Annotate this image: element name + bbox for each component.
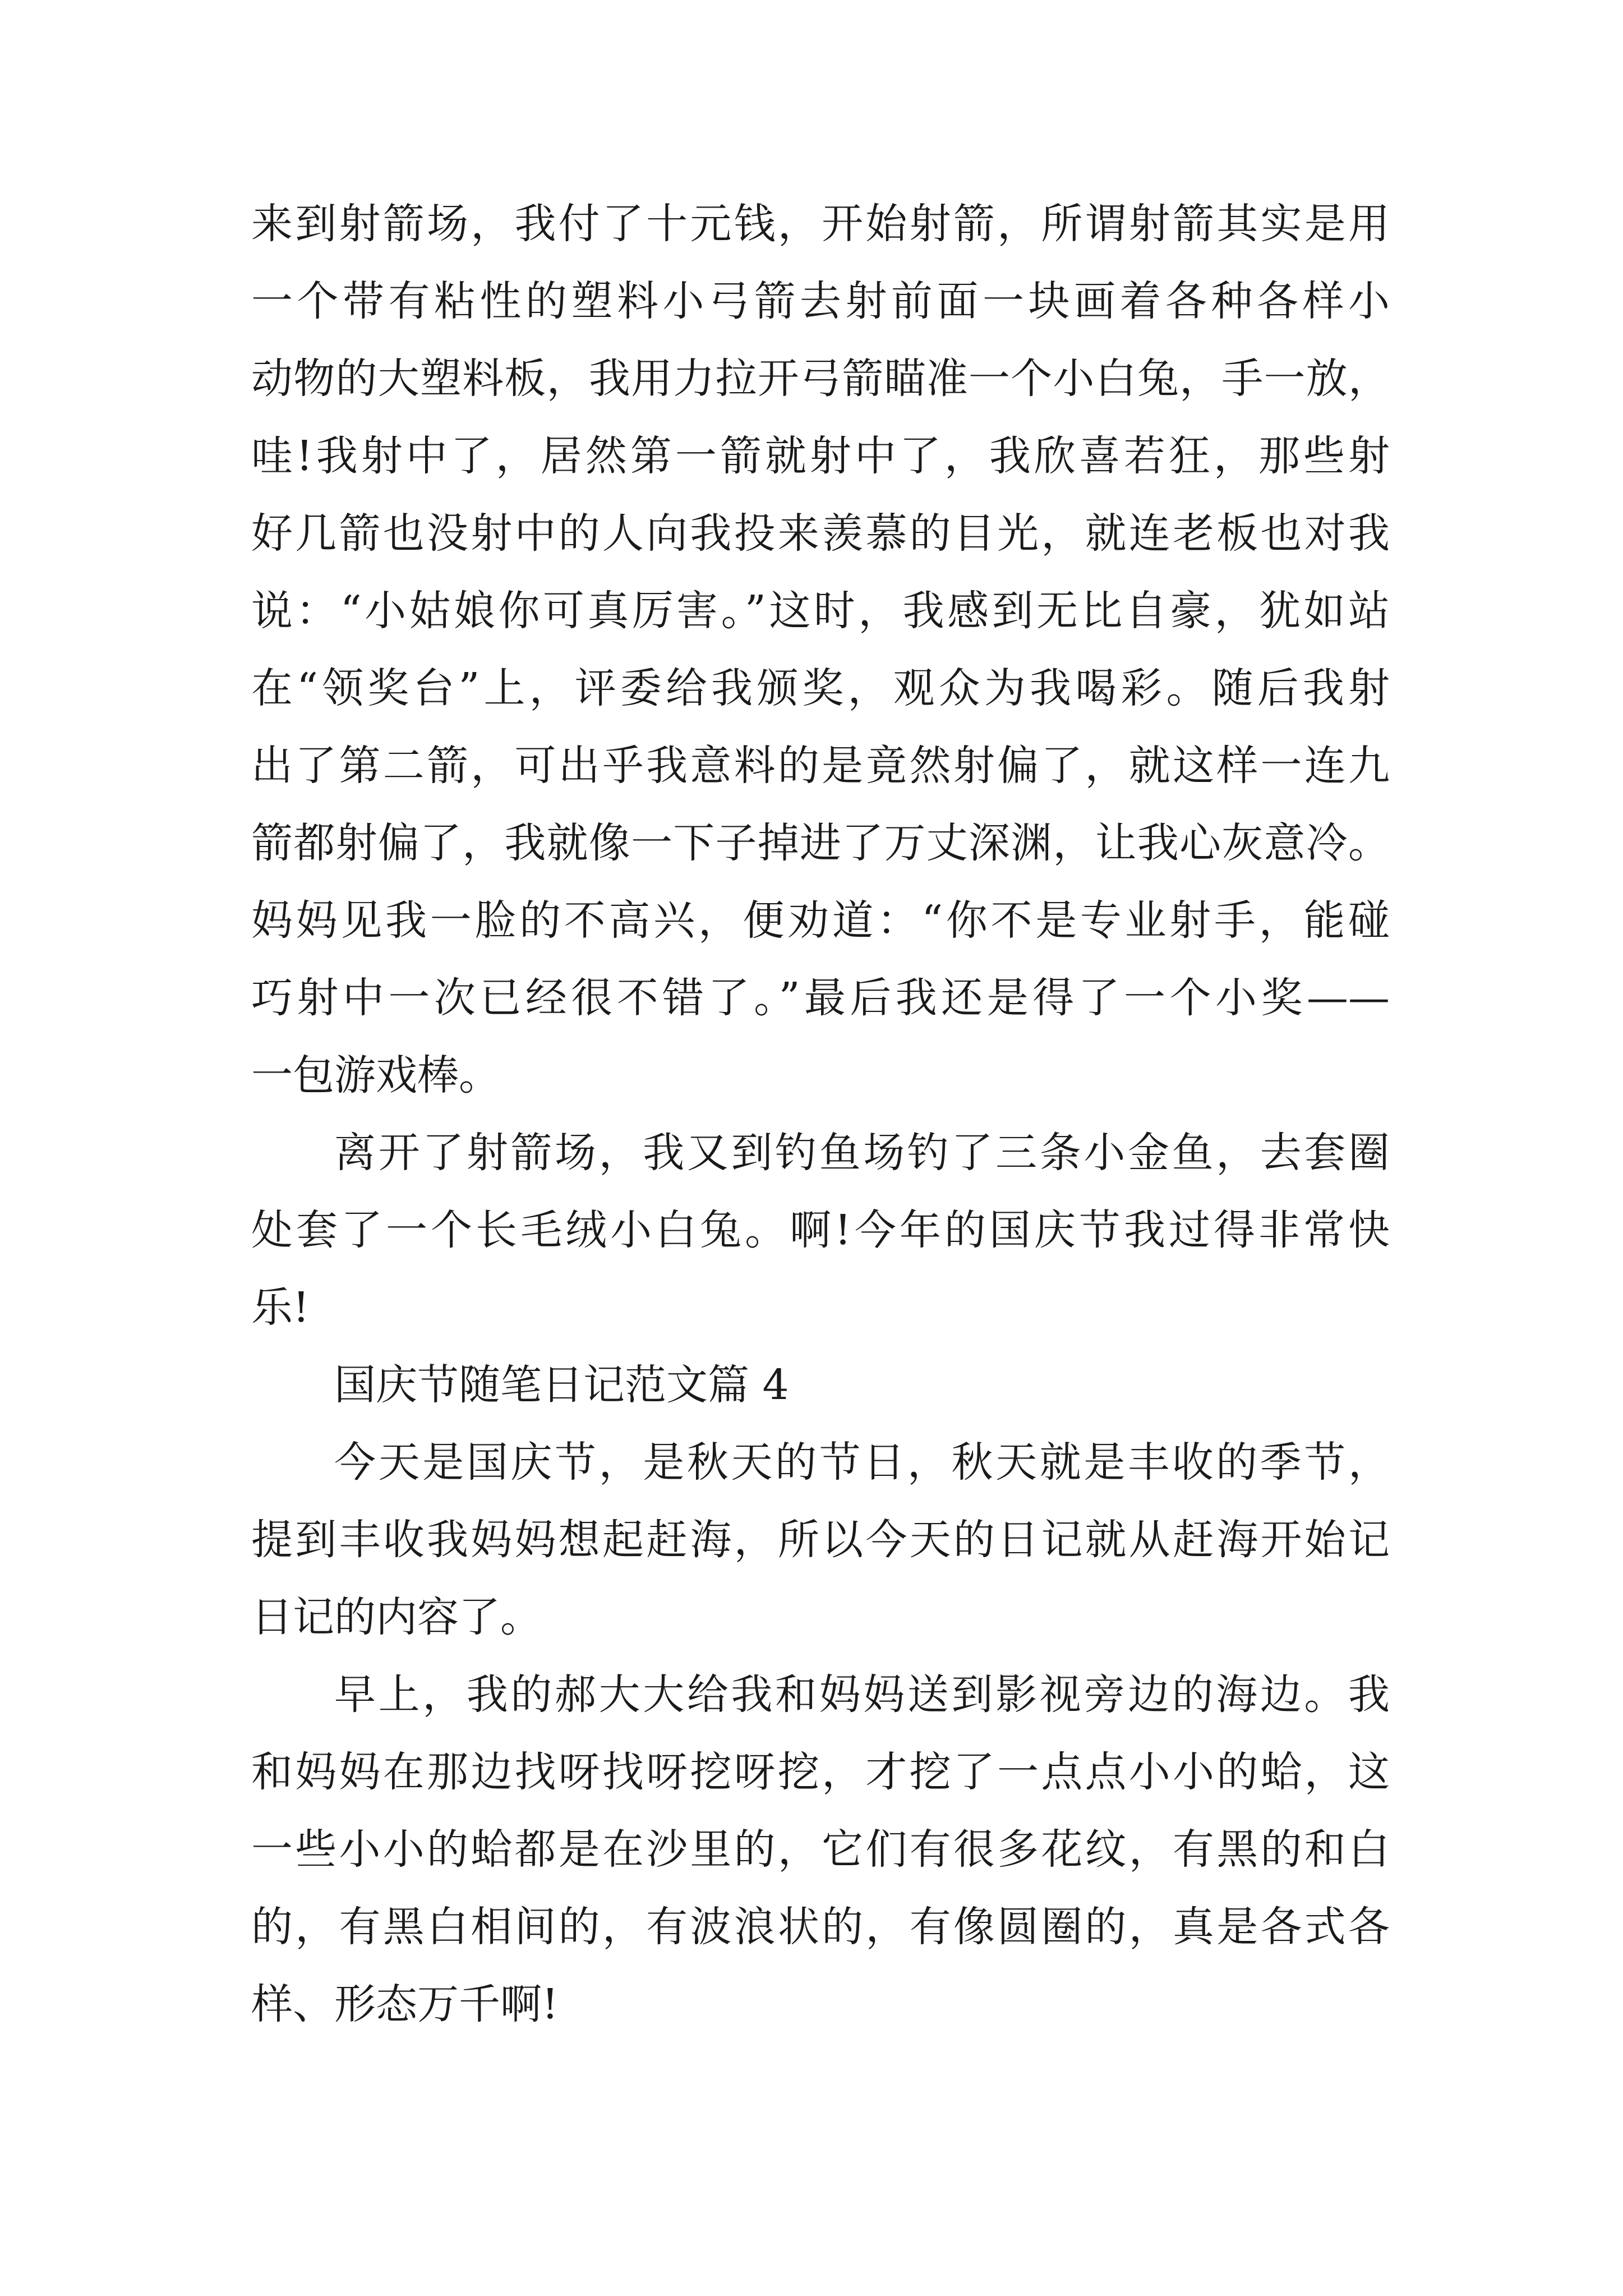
text-line: 的，有黑白相间的，有波浪状的，有像圆圈的，真是各式各 [251, 1903, 1390, 1951]
paragraph-national-day [251, 1424, 1390, 1656]
paragraph-leaving-archery [251, 1114, 1390, 1346]
paragraph-morning-beach [251, 1656, 1390, 2043]
text-line: 提到丰收我妈妈想起赶海，所以今天的日记就从赶海开始记 [251, 1516, 1390, 1564]
text-line: 和妈妈在那边找呀找呀挖呀挖，才挖了一点点小小的蛤，这 [251, 1748, 1390, 1796]
text-line: 一些小小的蛤都是在沙里的，它们有很多花纹，有黑的和白 [251, 1825, 1390, 1874]
text-line: 处套了一个长毛绒小白兔。啊!今年的国庆节我过得非常快 [251, 1206, 1390, 1254]
text-line: 动物的大塑料板，我用力拉开弓箭瞄准一个小白兔，手一放， [251, 355, 1390, 403]
text-line: 说：“小姑娘你可真厉害。”这时，我感到无比自豪，犹如站 [251, 587, 1390, 635]
text-line: 样、形态万千啊! [251, 1980, 559, 2028]
text-line: 乐! [251, 1283, 310, 1332]
text-line: 离开了射箭场，我又到钓鱼场钓了三条小金鱼，去套圈 [334, 1129, 1390, 1177]
text-line: 好几箭也没射中的人向我投来羡慕的目光，就连老板也对我 [251, 509, 1390, 558]
text-line: 出了第二箭，可出乎我意料的是竟然射偏了，就这样一连九 [251, 742, 1390, 790]
section-heading [251, 1346, 1390, 1424]
document-body [251, 185, 1390, 2043]
text-line: 哇!我射中了，居然第一箭就射中了，我欣喜若狂，那些射 [251, 432, 1390, 480]
text-line: 一个带有粘性的塑料小弓箭去射前面一块画着各种各样小 [251, 277, 1390, 325]
text-line: 在“领奖台”上，评委给我颁奖，观众为我喝彩。随后我射 [251, 664, 1390, 712]
text-line: 巧射中一次已经很不错了。”最后我还是得了一个小奖—— [251, 974, 1390, 1022]
heading-text: 国庆节随笔日记范文篇 4 [334, 1361, 789, 1409]
paragraph-archery [251, 185, 1390, 1114]
text-line: 来到射箭场，我付了十元钱，开始射箭，所谓射箭其实是用 [251, 200, 1390, 248]
text-line: 日记的内容了。 [251, 1593, 542, 1641]
text-line: 妈妈见我一脸的不高兴，便劝道：“你不是专业射手，能碰 [251, 896, 1390, 945]
text-line: 早上，我的郝大大给我和妈妈送到影视旁边的海边。我 [334, 1671, 1390, 1719]
text-line: 今天是国庆节，是秋天的节日，秋天就是丰收的季节， [334, 1438, 1390, 1487]
text-line: 一包游戏棒。 [251, 1051, 500, 1099]
text-line: 箭都射偏了，我就像一下子掉进了万丈深渊，让我心灰意冷。 [251, 819, 1390, 867]
